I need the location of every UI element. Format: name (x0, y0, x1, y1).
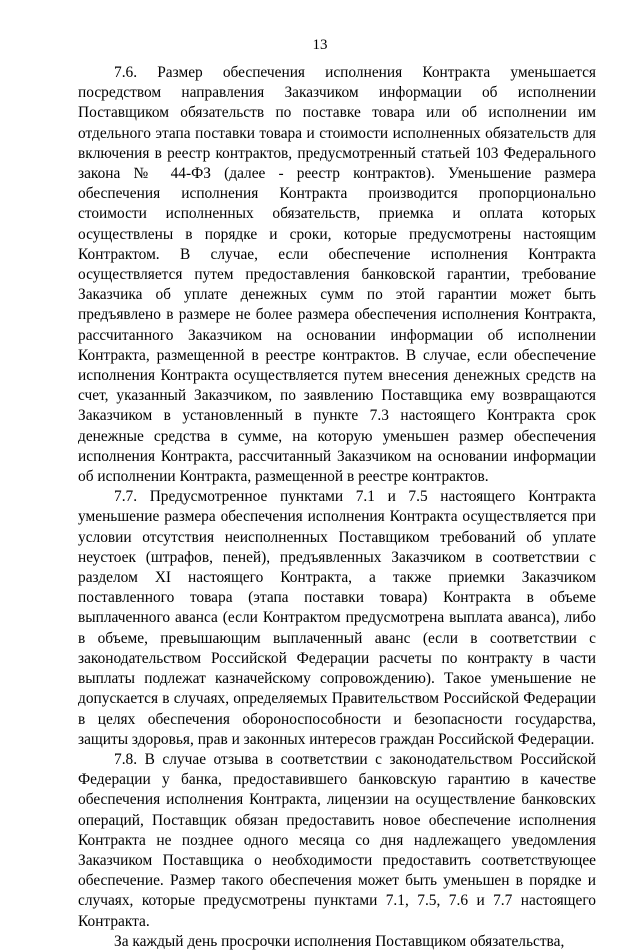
paragraph-penalty-intro: За каждый день просрочки исполнения Поставщиком обязательства, (114, 932, 565, 950)
paragraph-7-6: 7.6. Размер обеспечения исполнения Контракта уменьшается посредством направления Заказчиком информации об исполнении Поставщиком обязательств по поставке товара или об исполнении им отдельного этапа поставки товара и стоимости исполненных обязательств для включения в реестр контрактов, предусмотренный статьей 103 Федерального закона № 44-ФЗ (далее - реестр контрактов). Уменьшение размера обеспечения исполнения Контракта производится пропорционально стоимости исполненных обязательств, приемка и оплата которых осуществлены в порядке и сроки, которые предусмотрены настоящим Контрактом. В случае, если обеспечение исполнения Контракта осуществляется путем предоставления банковской гарантии, требование Заказчика об уплате денежных сумм по этой гарантии может быть предъявлено в размере не более размера обеспечения исполнения Контракта, рассчитанного Заказчиком на основании информации об исполнении Контракта, размещенной в реестре контрактов. В случае, если обеспечение исполнения Контракта осуществляется путем внесения денежных средств на счет, указанный Заказчиком, по заявлению Поставщика ему возвращаются Заказчиком в установленный в пункте 7.3 настоящего Контракта срок денежные средства в сумме, на которую уменьшен размер обеспечения исполнения Контракта, рассчитанный Заказчиком на основании информации об исполнении Контракта, размещенной в реестре контрактов. (78, 64, 596, 486)
page-number: 13 (312, 37, 328, 53)
paragraph-7-8: 7.8. В случае отзыва в соответствии с законодательством Российской Федерации у банка, предоставившего банковскую гарантию в качестве обеспечения исполнения Контракта, лицензии на осуществление банковских операций, Поставщик обязан предоставить новое обеспечение исполнения Контракта не позднее одного месяца со дня надлежащего уведомления Заказчиком Поставщика о необходимости предоставить соответствующее обеспечение. Размер такого обеспечения может быть уменьшен в порядке и случаях, которые предусмотрены пунктами 7.1, 7.5, 7.6 и 7.7 настоящего Контракта. (78, 750, 596, 930)
paragraph-7-7: 7.7. Предусмотренное пунктами 7.1 и 7.5 настоящего Контракта уменьшение размера обеспечения исполнения Контракта осуществляется при условии отсутствия неисполненных Поставщиком требований об уплате неустоек (штрафов, пеней), предъявленных Заказчиком в соответствии с разделом XI настоящего Контракта, а также приемки Заказчиком поставленного товара (этапа поставки товара) Контракта в объеме выплаченного аванса (если Контрактом предусмотрена выплата аванса), либо в объеме, превышающим выплаченный аванс (если в соответствии с законодательством Российской Федерации расчеты по контракту в части выплаты подлежат казначейскому сопровождению). Такое уменьшение не допускается в случаях, определяемых Правительством Российской Федерации в целях обеспечения обороноспособности и безопасности государства, защиты здоровья, прав и законных интересов граждан Российской Федерации. (78, 488, 596, 748)
document-body (78, 63, 596, 952)
